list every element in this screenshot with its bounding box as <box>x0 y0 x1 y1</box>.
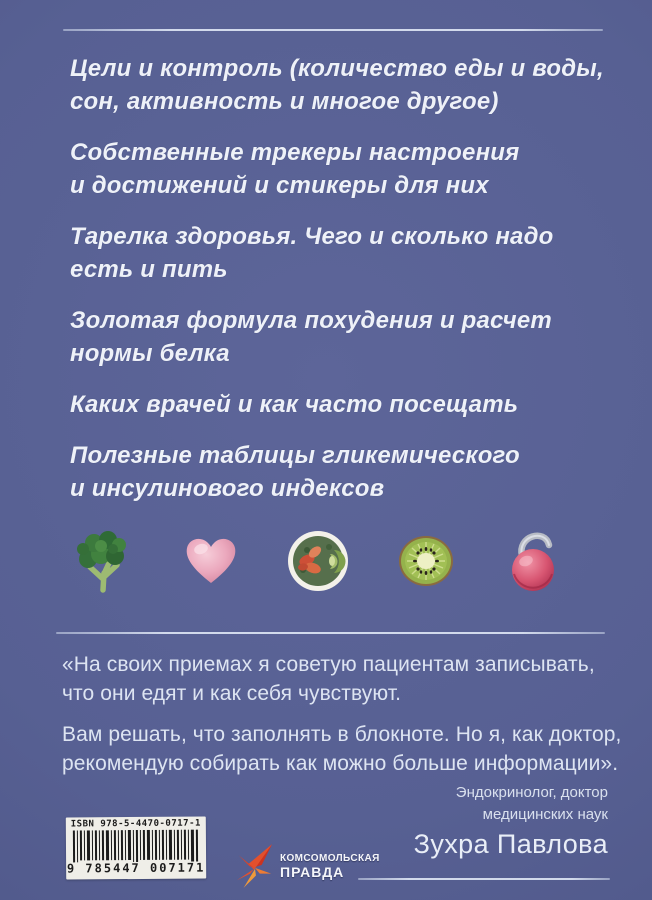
bullet-item <box>70 388 630 421</box>
publisher-logo <box>236 844 380 888</box>
publisher-name-line: ПРАВДА <box>280 863 345 880</box>
isbn-barcode <box>66 817 206 880</box>
contents-bullet-list <box>70 52 630 523</box>
bullet-item <box>70 439 630 505</box>
bullet-item <box>70 304 630 370</box>
author-attribution <box>414 782 608 860</box>
bullet-text: и достижений и стикеры для них <box>70 172 489 199</box>
bullet-text: Тарелка здоровья. Чего и сколько надо <box>70 223 554 250</box>
broccoli-icon <box>72 528 134 594</box>
signature-line <box>358 878 610 880</box>
plush-heart-icon <box>180 528 242 594</box>
bullet-text: нормы белка <box>70 340 230 367</box>
kiwi-slice-icon <box>395 528 457 594</box>
author-title: Эндокринолог, доктор <box>455 784 608 801</box>
bullet-item <box>70 136 630 202</box>
author-quote <box>62 650 622 790</box>
bullet-text: Каких врачей и как часто посещать <box>70 391 519 418</box>
barcode-bars <box>72 830 200 863</box>
bullet-text: Полезные таблицы гликемического <box>70 442 520 469</box>
quote-paragraph <box>62 720 622 778</box>
quote-text: рекомендую собирать как можно больше информации». <box>62 752 619 775</box>
quote-paragraph <box>62 650 622 708</box>
bullet-text: и инсулинового индексов <box>70 475 385 502</box>
author-title: медицинских наук <box>482 806 608 823</box>
publisher-star-icon <box>236 844 274 888</box>
bullet-text: сон, активность и многое другое) <box>70 88 499 115</box>
isbn-number: ISBN 978-5-4470-0717-1 <box>70 818 201 830</box>
top-divider-line <box>63 29 603 31</box>
bullet-text: Собственные трекеры настроения <box>70 139 520 166</box>
bullet-item <box>70 220 630 286</box>
bullet-text: есть и пить <box>70 256 228 283</box>
quote-text: «На своих приемах я советую пациентам записывать, <box>62 653 595 676</box>
food-icons-row <box>72 528 564 594</box>
bullet-text: Цели и контроль (количество еды и воды, <box>70 55 604 82</box>
bullet-item <box>70 52 630 118</box>
quote-text: что они едят и как себя чувствуют. <box>62 682 402 705</box>
quote-divider-line <box>56 632 605 634</box>
publisher-name-line: КОМСОМОЛЬСКАЯ <box>280 852 380 864</box>
author-name: Зухра Павлова <box>413 829 608 859</box>
salad-plate-icon <box>287 528 349 594</box>
bullet-text: Золотая формула похудения и расчет <box>70 307 552 334</box>
barcode-digits: 9 785447 007171 <box>66 860 206 876</box>
quote-text: Вам решать, что заполнять в блокноте. Но я, как доктор, <box>62 723 622 746</box>
kettlebell-icon <box>502 528 564 594</box>
publisher-name <box>280 853 380 880</box>
